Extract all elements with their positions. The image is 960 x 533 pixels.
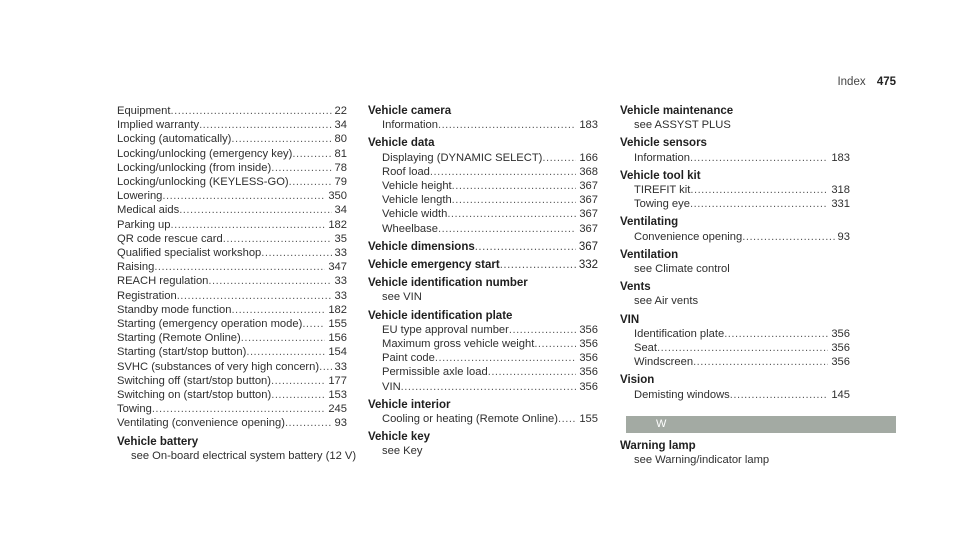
index-entry[interactable] <box>368 351 598 365</box>
ventilating-entries <box>620 230 850 244</box>
leader-dots <box>693 355 828 369</box>
entry-text: Roof load <box>382 165 430 178</box>
leader-dots <box>690 183 828 197</box>
leader-dots <box>231 132 331 146</box>
entry-page[interactable]: 155 <box>579 413 598 426</box>
leader-dots <box>162 189 325 203</box>
leader-dots <box>742 230 834 244</box>
index-entry[interactable] <box>117 104 347 118</box>
index-entry[interactable] <box>117 274 347 288</box>
heading-vehicle-maintenance: Vehicle maintenance <box>620 105 734 117</box>
entry-text: Medical aids <box>117 204 180 217</box>
entry-page[interactable]: 356 <box>579 338 598 351</box>
entry-text: Vehicle dimensions <box>368 240 475 253</box>
entry-page[interactable]: 33 <box>334 275 347 288</box>
index-entry[interactable] <box>368 165 598 179</box>
entry-text: Convenience opening <box>634 230 743 243</box>
leader-dots <box>430 165 576 179</box>
entry-text: Lowering <box>117 190 163 203</box>
entry-page[interactable]: 367 <box>579 208 598 221</box>
leader-dots <box>438 118 576 132</box>
entry-page[interactable]: 183 <box>831 151 850 164</box>
leader-dots <box>730 388 829 402</box>
entry-text: Locking/unlocking (emergency key) <box>117 147 293 160</box>
entry-page[interactable]: 34 <box>334 204 347 217</box>
entry-text: Locking (automatically) <box>117 133 232 146</box>
see-reference[interactable]: see ASSYST PLUS <box>634 119 731 132</box>
heading-ventilation: Ventilation <box>620 248 679 261</box>
leader-dots <box>261 246 331 260</box>
entry-text: Registration <box>117 289 177 302</box>
index-entry[interactable] <box>620 355 850 369</box>
index-entry[interactable] <box>368 380 598 394</box>
entry-page[interactable]: 318 <box>831 184 850 197</box>
heading-vehicle-interior: Vehicle interior <box>368 398 451 411</box>
entry-page[interactable]: 245 <box>328 403 347 416</box>
leader-dots <box>534 337 576 351</box>
index-entry[interactable] <box>117 118 347 132</box>
leader-dots <box>447 207 576 221</box>
index-column-2 <box>368 104 598 459</box>
index-entry[interactable] <box>117 175 347 189</box>
index-entry[interactable] <box>117 260 347 274</box>
heading-vehicle-identification-plate: Vehicle identification plate <box>368 309 513 322</box>
index-entry[interactable] <box>117 161 347 175</box>
leader-dots <box>271 388 325 402</box>
index-entry[interactable] <box>368 193 598 207</box>
entry-text: Starting (Remote Online) <box>117 332 241 345</box>
entry-text: Towing eye <box>634 198 690 211</box>
leader-dots <box>177 289 332 303</box>
entry-text: Equipment <box>117 105 171 117</box>
heading-vehicle-camera: Vehicle camera <box>368 105 452 117</box>
entry-text: VIN <box>382 380 401 393</box>
index-entry[interactable] <box>117 402 347 416</box>
index-entry[interactable] <box>620 327 850 341</box>
leader-dots <box>452 179 577 193</box>
entry-text: QR code rescue card <box>117 232 223 245</box>
entry-text: Starting (start/stop button) <box>117 346 247 359</box>
leader-dots <box>179 203 331 217</box>
index-entry[interactable] <box>368 365 598 379</box>
entry-text: Raising <box>117 261 155 274</box>
entry-page[interactable]: 155 <box>328 318 347 331</box>
entry-page[interactable]: 154 <box>328 346 347 359</box>
entry-page[interactable]: 156 <box>328 332 347 345</box>
heading-vehicle-key: Vehicle key <box>368 431 431 444</box>
index-entry[interactable] <box>620 388 850 402</box>
entry-page[interactable]: 356 <box>579 352 598 365</box>
entry-page[interactable]: 166 <box>579 151 598 164</box>
leader-dots <box>435 351 576 365</box>
index-entry[interactable] <box>117 289 347 303</box>
entry-page[interactable]: 34 <box>334 119 347 132</box>
vin-entries <box>620 327 850 370</box>
toolkit-entries <box>620 183 850 211</box>
entry-page[interactable]: 356 <box>579 366 598 379</box>
page-header <box>837 76 896 88</box>
index-entry[interactable] <box>117 147 347 161</box>
index-entry[interactable] <box>117 303 347 317</box>
entry-page[interactable]: 350 <box>328 190 347 203</box>
entry-text: Windscreen <box>634 356 694 369</box>
heading-vehicle-dimensions[interactable] <box>368 240 598 254</box>
entry-text: Vehicle height <box>382 180 452 193</box>
see-reference[interactable]: see Climate control <box>634 263 730 276</box>
entry-text: Vehicle width <box>382 208 448 221</box>
leader-dots <box>319 360 331 374</box>
entry-text: Information <box>382 119 438 132</box>
leader-dots <box>223 232 332 246</box>
see-reference[interactable]: see Key <box>382 445 423 458</box>
leader-dots <box>152 402 326 416</box>
interior-entries <box>368 412 598 426</box>
entry-text: Paint code <box>382 352 435 365</box>
index-entry[interactable] <box>368 222 598 236</box>
entry-page[interactable]: 145 <box>831 388 850 401</box>
entry-page[interactable]: 35 <box>334 232 347 245</box>
leader-dots <box>231 303 325 317</box>
leader-dots <box>401 380 577 394</box>
camera-entries <box>368 118 598 132</box>
leader-dots <box>542 151 576 165</box>
leader-dots <box>500 258 576 272</box>
vision-entries <box>620 388 850 402</box>
leader-dots <box>452 193 577 207</box>
leader-dots <box>271 161 331 175</box>
index-entry[interactable] <box>117 203 347 217</box>
index-column-3 <box>620 104 850 467</box>
entry-page[interactable]: 78 <box>334 161 347 174</box>
entry-text: Identification plate <box>634 327 725 340</box>
index-entry[interactable] <box>117 360 347 374</box>
entry-page[interactable]: 22 <box>334 105 347 117</box>
entry-text: EU type approval number <box>382 323 509 336</box>
leader-dots <box>241 331 326 345</box>
leader-dots <box>475 240 576 254</box>
see-reference[interactable]: see On-board electrical system battery (12 V) <box>131 449 357 462</box>
entry-page[interactable]: 80 <box>334 133 347 146</box>
entry-text: Displaying (DYNAMIC SELECT) <box>382 151 543 164</box>
entry-page[interactable]: 153 <box>328 389 347 402</box>
entry-page[interactable]: 367 <box>578 240 598 253</box>
entry-text: Switching off (start/stop button) <box>117 374 272 387</box>
entry-page[interactable]: 332 <box>578 259 598 272</box>
entry-text: Permissible axle load <box>382 366 488 379</box>
index-entry[interactable] <box>368 337 598 351</box>
heading-vehicle-emergency-start[interactable] <box>368 258 598 272</box>
entry-text: REACH regulation <box>117 275 209 288</box>
entry-text: Seat <box>634 342 658 355</box>
leader-dots <box>199 118 331 132</box>
entry-page[interactable]: 182 <box>328 218 347 231</box>
leader-dots <box>438 222 576 236</box>
heading-ventilating: Ventilating <box>620 216 679 229</box>
heading-vehicle-tool-kit: Vehicle tool kit <box>620 169 701 182</box>
entry-text: Locking/unlocking (KEYLESS-GO) <box>117 176 289 189</box>
index-column-1 <box>117 104 357 463</box>
index-entry[interactable] <box>368 118 598 132</box>
entry-text: Qualified specialist workshop <box>117 247 262 260</box>
index-entry[interactable] <box>117 388 347 402</box>
entry-text: Maximum gross vehicle weight <box>382 338 535 351</box>
entry-text: Parking up <box>117 218 171 231</box>
entry-text: Implied warranty <box>117 119 200 132</box>
index-entry[interactable] <box>620 197 850 211</box>
index-entry[interactable] <box>117 189 347 203</box>
entry-page[interactable]: 347 <box>328 261 347 274</box>
entry-text: Wheelbase <box>382 222 438 235</box>
heading-vision: Vision <box>620 374 655 387</box>
entry-text: TIREFIT kit <box>634 184 691 197</box>
index-entry[interactable] <box>620 151 850 165</box>
see-reference[interactable]: see Warning/indicator lamp <box>634 454 770 467</box>
heading-vehicle-battery: Vehicle battery <box>117 435 199 448</box>
index-entry[interactable] <box>117 374 347 388</box>
data-entries <box>368 151 598 236</box>
entry-page[interactable]: 182 <box>328 303 347 316</box>
leader-dots <box>271 374 325 388</box>
entry-page[interactable]: 93 <box>837 230 850 243</box>
section-letter-bar: W <box>626 416 896 433</box>
entry-page[interactable]: 367 <box>579 222 598 235</box>
leader-dots <box>171 104 332 118</box>
entry-page[interactable]: 356 <box>579 323 598 336</box>
heading-vehicle-identification-number: Vehicle identification number <box>368 277 528 290</box>
leader-dots <box>246 345 325 359</box>
entry-page[interactable]: 367 <box>579 180 598 193</box>
entry-text: Vehicle length <box>382 194 452 207</box>
index-entry[interactable] <box>368 179 598 193</box>
entry-text: Cooling or heating (Remote Online) <box>382 413 558 426</box>
entry-page[interactable]: 331 <box>831 198 850 211</box>
leader-dots <box>690 151 828 165</box>
sensors-entries <box>620 151 850 165</box>
leader-dots <box>154 260 325 274</box>
see-reference[interactable]: see Air vents <box>634 295 699 308</box>
leader-dots <box>657 341 828 355</box>
leader-dots <box>488 365 577 379</box>
heading-warning-lamp: Warning lamp <box>620 439 696 452</box>
index-entry[interactable] <box>620 341 850 355</box>
index-entry[interactable] <box>368 151 598 165</box>
page-number: 475 <box>876 76 896 88</box>
index-label: Index <box>837 76 866 88</box>
entry-page[interactable]: 368 <box>579 165 598 178</box>
leader-dots <box>289 175 332 189</box>
entry-page[interactable]: 183 <box>579 119 598 132</box>
entry-page[interactable]: 81 <box>334 147 347 160</box>
leader-dots <box>171 218 326 232</box>
entry-page[interactable]: 356 <box>831 356 850 369</box>
entry-text: Towing <box>117 403 152 416</box>
entry-page[interactable]: 93 <box>334 417 347 430</box>
leader-dots <box>292 147 331 161</box>
leader-dots <box>285 416 332 430</box>
index-entry[interactable] <box>117 246 347 260</box>
entry-text: Ventilating (convenience opening) <box>117 417 285 430</box>
entry-page[interactable]: 356 <box>831 342 850 355</box>
heading-vin: VIN <box>620 313 640 326</box>
entry-page[interactable]: 356 <box>831 327 850 340</box>
leader-dots <box>558 412 576 426</box>
index-entry[interactable] <box>117 132 347 146</box>
entry-text: Switching on (start/stop button) <box>117 389 272 402</box>
index-entry[interactable] <box>117 232 347 246</box>
entry-page[interactable]: 367 <box>579 194 598 207</box>
index-entry[interactable] <box>117 317 347 331</box>
entry-page[interactable]: 33 <box>334 247 347 260</box>
leader-dots <box>690 197 828 211</box>
index-entry[interactable] <box>620 230 850 244</box>
column-1-entries <box>117 104 347 431</box>
heading-vehicle-sensors: Vehicle sensors <box>620 137 707 150</box>
index-entry[interactable] <box>117 345 347 359</box>
entry-text: Information <box>634 151 690 164</box>
index-entry[interactable] <box>368 412 598 426</box>
entry-text: Vehicle emergency start <box>368 259 500 272</box>
leader-dots <box>509 323 576 337</box>
entry-text: Demisting windows <box>634 388 730 401</box>
entry-page[interactable]: 356 <box>579 380 598 393</box>
index-entry[interactable] <box>117 416 347 430</box>
see-reference[interactable]: see VIN <box>382 291 422 304</box>
entry-page[interactable]: 79 <box>334 176 347 189</box>
idplate-entries <box>368 323 598 394</box>
index-entry[interactable] <box>620 183 850 197</box>
heading-vehicle-data: Vehicle data <box>368 137 435 150</box>
entry-text: SVHC (substances of very high concern) <box>117 360 320 373</box>
entry-page[interactable]: 177 <box>328 374 347 387</box>
index-entry[interactable] <box>368 323 598 337</box>
index-entry[interactable] <box>117 331 347 345</box>
leader-dots <box>724 327 828 341</box>
entry-page[interactable]: 33 <box>334 360 347 373</box>
leader-dots <box>208 274 331 288</box>
heading-vents: Vents <box>620 281 651 294</box>
entry-text: Starting (emergency operation mode) <box>117 318 303 331</box>
entry-page[interactable]: 33 <box>334 289 347 302</box>
index-entry[interactable] <box>368 207 598 221</box>
leader-dots <box>302 317 325 331</box>
index-entry[interactable] <box>117 218 347 232</box>
entry-text: Locking/unlocking (from inside) <box>117 161 272 174</box>
entry-text: Standby mode function <box>117 303 232 316</box>
